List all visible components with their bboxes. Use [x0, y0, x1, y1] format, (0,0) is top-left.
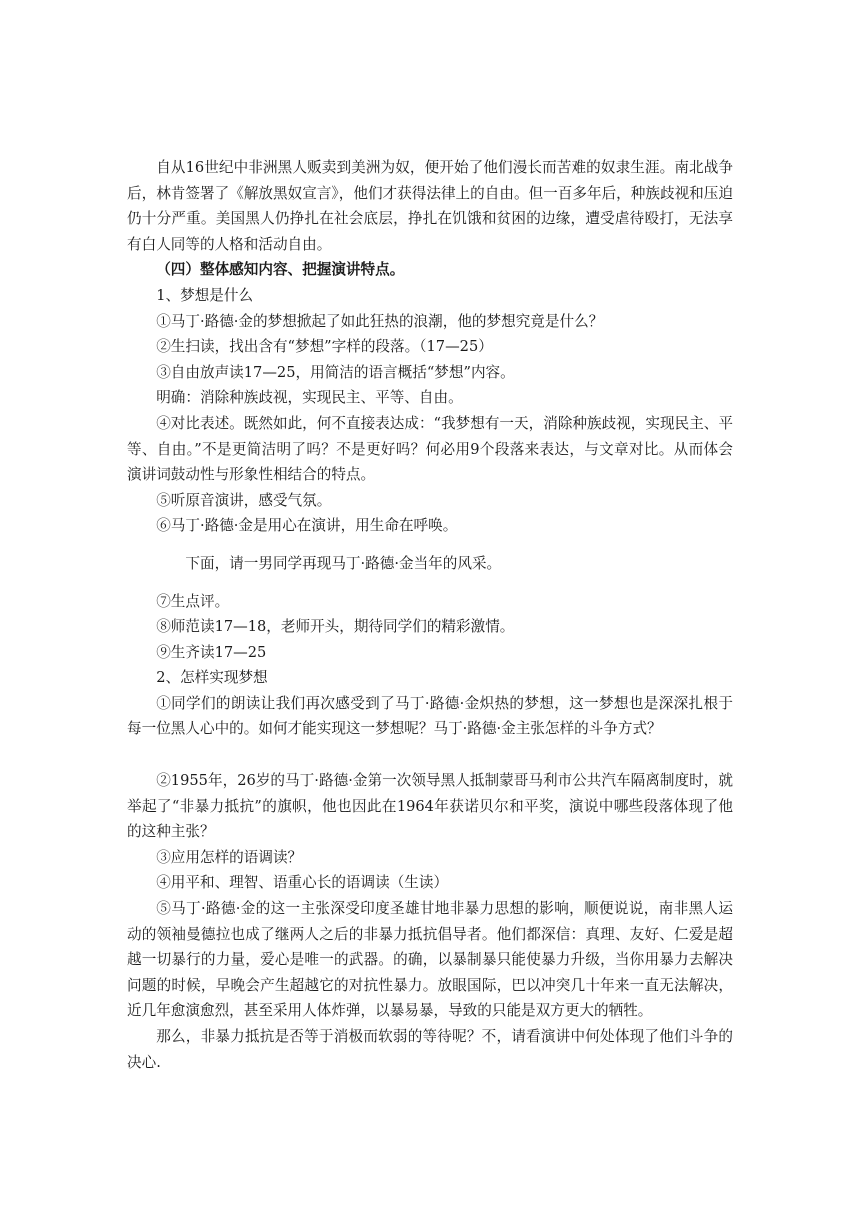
paragraph-item: ④用平和、理智、语重心长的语调读（生读） [156, 874, 449, 892]
document-body [127, 155, 733, 1075]
paragraph-item: ③自由放声读17—25，用简洁的语言概括“梦想”内容。 [156, 363, 515, 381]
paragraph-item: ⑨生齐读17—25 [156, 643, 267, 661]
paragraph-item: ①马丁·路德·金的梦想掀起了如此狂热的浪潮，他的梦想究竟是什么？ [156, 312, 604, 330]
paragraph-item: ②1955年，26岁的马丁·路德·金第一次领导黑人抵制蒙哥马利市公共汽车隔离制度时，就举起了“非暴力抵抗”的旗帜，他也因此在1964年获诺贝尔和平奖，演说中哪些段落体现了他的这种主张？ [127, 772, 733, 841]
spacer [127, 539, 733, 551]
paragraph-item: 那么，非暴力抵抗是否等于消极而软弱的等待呢？不，请看演讲中何处体现了他们斗争的决心. [127, 1028, 733, 1071]
paragraph-item: ③应用怎样的语调读？ [156, 848, 303, 866]
paragraph-item: ④对比表述。既然如此，何不直接表达成：“我梦想有一天，消除种族歧视，实现民主、平等、自由。”不是更简洁明了吗？不是更好吗？何必用9个段落来表达，与文章对比。从而体会演讲词鼓动性与形象性相结合的特点。 [127, 414, 733, 484]
paragraph-item: ⑧师范读17—18，老师开头，期待同学们的精彩激情。 [156, 618, 515, 636]
paragraph-intro: 自从16世纪中非洲黑人贩卖到美洲为奴，便开始了他们漫长而苦难的奴隶生涯。南北战争后，林肯签署了《解放黑奴宣言》，他们才获得法律上的自由。但一百多年后，种族歧视和压迫仍十分严重。美国黑人仍挣扎在社会底层，挣扎在饥饿和贫困的边缘，遭受虐待殴打，无法享有白人同等的人格和活动自由。 [127, 159, 733, 253]
spacer [127, 742, 733, 768]
paragraph-item: ①同学们的朗读让我们再次感受到了马丁·路德·金炽热的梦想，这一梦想也是深深扎根于每一位黑人心中的。如何才能实现这一梦想呢？马丁·路德·金主张怎样的斗争方式？ [127, 694, 733, 738]
paragraph-item: ⑦生点评。 [156, 592, 230, 610]
section-heading: （四）整体感知内容、把握演讲特点。 [156, 261, 405, 279]
paragraph-item: ②生扫读，找出含有“梦想”字样的段落。（17—25） [156, 338, 493, 356]
paragraph-instruction: 下面，请一男同学再现马丁·路德·金当年的风采。 [185, 554, 502, 572]
paragraph-item: ⑤听原音演讲，感受气氛。 [156, 491, 332, 509]
spacer [127, 577, 733, 589]
paragraph-item: ⑤马丁·路德·金的这一主张深受印度圣雄甘地非暴力思想的影响，顺便说说，南非黑人运动的领袖曼德拉也成了继两人之后的非暴力抵抗倡导者。他们都深信：真理、友好、仁爱是超越一切暴行的力量，爱心是唯一的武器。的确，以暴制暴只能使暴力升级，当你用暴力去解决问题的时候，早晚会产生超越它的对抗性暴力。放眼国际，巴以冲突几十年来一直无法解决，近几年愈演愈烈，甚至采用人体炸弹，以暴易暴，导致的只能是双方更大的牺牲。 [127, 900, 733, 1020]
question-heading-2: 2、怎样实现梦想 [156, 669, 268, 687]
question-heading-1: 1、梦想是什么 [156, 286, 254, 304]
paragraph-item: ⑥马丁·路德·金是用心在演讲，用生命在呼唤。 [156, 517, 458, 535]
answer-paragraph: 明确：消除种族歧视，实现民主、平等、自由。 [156, 389, 463, 407]
